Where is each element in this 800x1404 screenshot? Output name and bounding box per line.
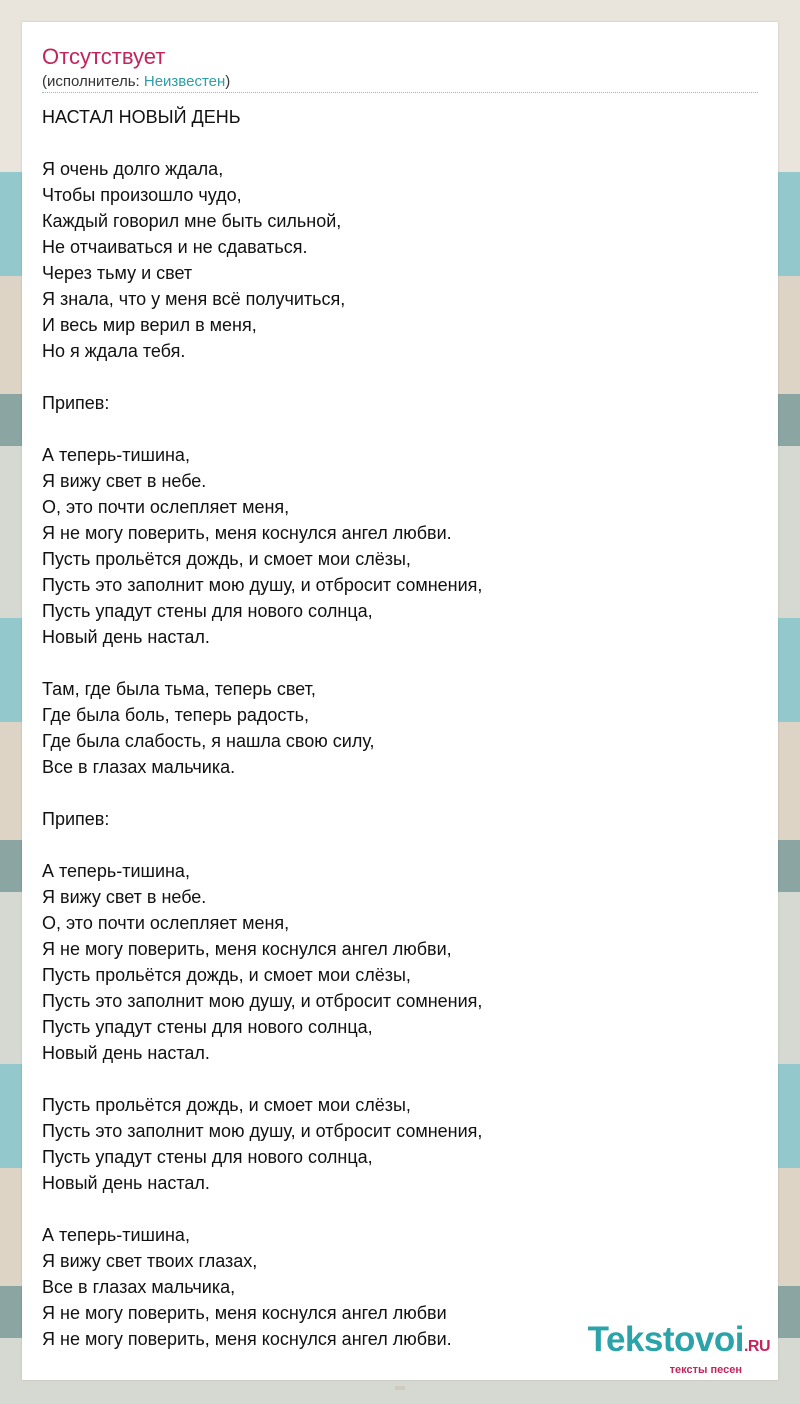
logo-tagline: тексты песен bbox=[669, 1364, 742, 1376]
lyrics-text: НАСТАЛ НОВЫЙ ДЕНЬ Я очень долго ждала, Чтобы произошло чудо, Каждый говорил мне быть сильной, Не отчаиваться и не сдаваться. Через тьму и свет Я знала, что у меня всё получиться, И весь мир верил в меня, Но я ждала тебя. Припев: А теперь-тишина, Я вижу свет в небе. О, это почти ослепляет меня, Я не могу поверить, меня коснулся ангел любви. Пусть прольётся дождь, и смоет мои слёзы, Пусть это заполнит мою душу, и отбросит сомнения, Пусть упадут стены для нового солнца, Новый день настал. Там, где была тьма, теперь свет, Где была боль, теперь радость, Где была слабость, я нашла свою силу, Все в глазах мальчика. Припев: А теперь-тишина, Я вижу свет в небе. О, это почти ослепляет меня, Я не могу поверить, меня коснулся ангел любви, Пусть прольётся дождь, и смоет мои слёзы, Пусть это заполнит мою душу, и отбросит сомнения, Пусть упадут стены для нового солнца, Новый день настал. Пусть прольётся дождь, и смоет мои слёзы, Пусть это заполнит мою душу, и отбросит сомнения, Пусть упадут стены для нового солнца, Новый день настал. А теперь-тишина, Я вижу свет твоих глазах, Все в глазах мальчика, Я не могу поверить, меня коснулся ангел любви Я не могу поверить, меня коснулся ангел любви. bbox=[42, 107, 483, 1349]
artist-prefix: (исполнитель: bbox=[42, 73, 144, 90]
logo-tld: .RU bbox=[743, 1338, 770, 1355]
site-logo[interactable] bbox=[587, 1320, 770, 1376]
divider bbox=[42, 92, 758, 93]
lyrics-card bbox=[22, 22, 778, 1380]
artist-link[interactable]: Неизвестен bbox=[143, 73, 226, 90]
logo-main-text: Tekstovoi bbox=[587, 1320, 744, 1359]
song-title: Отсутствует bbox=[42, 44, 166, 69]
bottom-tab bbox=[395, 1386, 405, 1390]
logo-wordmark bbox=[587, 1320, 770, 1364]
artist-suffix: ) bbox=[225, 73, 231, 90]
artist-line bbox=[42, 73, 230, 91]
